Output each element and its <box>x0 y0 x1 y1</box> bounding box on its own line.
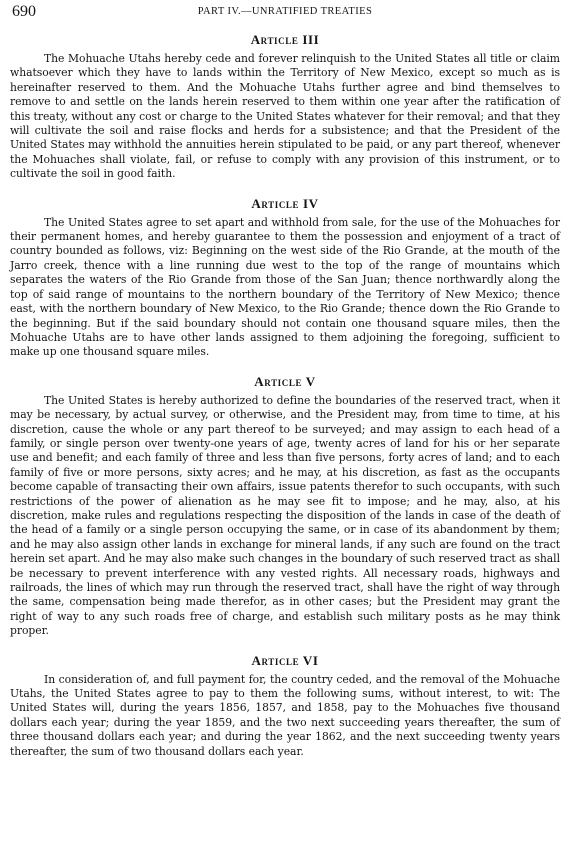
running-head <box>10 0 560 24</box>
article-4-text: The United States agree to set apart and withhold from sale, for the use of the Mohuaches for their permanent homes, and hereby guarantee to them the possession and enjoyment of a tract of country bounded as follows, viz: Beginning on the west side of the Rio Grande, at the mouth of the Jarro creek, thence with a line running due west to the top of the range of mountains which separates the waters of the Rio Grande from those of the San Juan; thence northwardly along the top of said range of mountains to the northern boundary of the Territory of New Mexico; thence east, with the northern boundary of New Mexico, to the Rio Grande; thence down the Rio Grande to the beginning. But if the said boundary should not contain one thousand square miles, then the Mohuache Utahs are to have other lands assigned to them adjoining the foregoing, sufficient to make up one thousand square miles. <box>10 215 560 359</box>
article-6-text: In consideration of, and full payment for, the country ceded, and the removal of the Mohuache Utahs, the United States agree to pay to them the following sums, without interest, to wit: The United States will, during the years 1856, 1857, and 1858, pay to the Mohuaches five thousand dollars each year; during the year 1859, and the two next succeeding years thereafter, the sum of three thousand dollars each year; and during the year 1862, and the next succeeding twenty years thereafter, the sum of two thousand dollars each year. <box>10 672 560 758</box>
article-5-heading: Article V <box>254 373 316 389</box>
article-3-heading: Article III <box>250 32 320 47</box>
article-3-text: The Mohuache Utahs hereby cede and forever relinquish to the United States all title or claim whatsoever which they have to lands within the Territory of New Mexico, except so much as is hereinafter reserved to them. And the Mohuache Utahs further agree and bind themselves to remove to and settle on the lands herein reserved to them within one year after the ratification of this treaty, without any cost or charge to the United States whatever for their removal; and that they will cultivate the soil and raise flocks and herds for a subsistence; and that the President of the United States may withhold the annuities herein stipulated to be paid, or any part thereof, whenever the Mohuaches shall violate, fail, or refuse to comply with any provision of this instrument, or to cultivate the soil in good faith. <box>10 52 560 181</box>
article-5-text: The United States is hereby authorized to define the boundaries of the reserved tract, when it may be necessary, by actual survey, or otherwise, and the President may, from time to time, at his discretion, cause the whole or any part thereof to be surveyed; and may assign to each head of a family, or single person over twenty-one years of age, twenty acres of land for his or her separate use and benefit; and each family of three and less than five persons, forty acres of land; and to each family of five or more persons, sixty acres; and he may, at his discretion, as fast as the occupants become capable of transacting their own affairs, issue patents therefor to such occupants, with such restrictions of the power of alienation as he may see fit to impose; and he may, also, at his discretion, make rules and regulations respecting the disposition of the lands in case of the death of the head of a family or a single person occupying the same, or in case of its abandonment by them; and he may also assign other lands in exchange for mineral lands, if any such are found on the tract herein set apart. And he may also make such changes in the boundary of such reserved tract as shall be necessary to prevent interference with any vested rights. All necessary roads, highways and railroads, the lines of which may run through the reserved tract, shall have the right of way through the same, compensation being made therefor, as in other cases; but the President may grant the right of way to any such roads free of charge, and establish such military posts as he may think proper. <box>10 393 560 638</box>
article-6-heading: Article VI <box>251 652 319 668</box>
article-4-heading: Article IV <box>251 195 319 211</box>
part-title: PART IV.—UNRATIFIED TREATIES <box>197 6 373 17</box>
page-number: 690 <box>12 3 36 20</box>
